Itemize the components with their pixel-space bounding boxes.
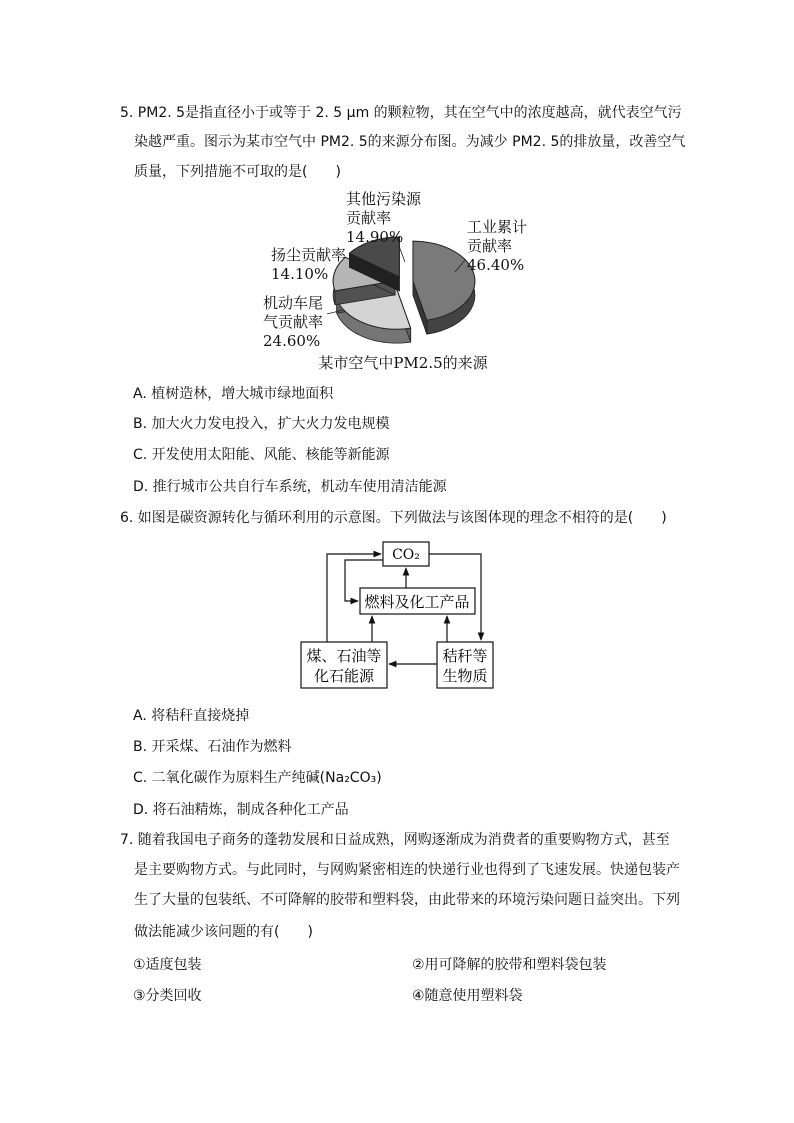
pie-category-label-4: 贡献率	[346, 209, 392, 227]
pie-chart-title: 某市空气中PM2.5的来源	[318, 354, 488, 372]
biomass-label-1: 秸秆等	[442, 647, 488, 665]
q7-item-2: ②用可降解的胶带和塑料袋包装	[412, 957, 607, 973]
q5-stem-line-1: 5. PM2. 5是指直径小于或等于 2. 5 μm 的颗粒物，其在空气中的浓度越高，就代表空气污	[120, 105, 682, 121]
q6-option-d: D. 将石油精炼，制成各种化工产品	[133, 802, 349, 818]
pie-category-label-1: 贡献率	[467, 237, 513, 255]
pie-category-label-2: 机动车尾	[263, 294, 324, 312]
q6-stem: 6. 如图是碳资源转化与循环利用的示意图。下列做法与该图体现的理念不相符的是( )	[120, 510, 667, 526]
co2-label: CO₂	[392, 547, 420, 563]
pm25-pie-chart	[255, 190, 528, 375]
pie-slice-1	[413, 241, 475, 334]
pie-category-label-1: 工业累计	[467, 218, 528, 236]
q5-option-a: A. 植树造林，增大城市绿地面积	[133, 386, 334, 402]
pie-value-label-1: 46.40%	[467, 256, 525, 274]
q7-stem-line-3: 生了大量的包装纸、不可降解的胶带和塑料袋，由此带来的环境污染问题日益突出。下列	[134, 892, 680, 908]
carbon-cycle-diagram	[295, 538, 505, 692]
q7-stem-line-4: 做法能减少该问题的有( )	[134, 924, 313, 940]
pie-leader-line-4	[399, 246, 405, 262]
q5-option-d: D. 推行城市公共自行车系统，机动车使用清洁能源	[133, 479, 447, 495]
q5-option-c: C. 开发使用太阳能、风能、核能等新能源	[133, 447, 390, 463]
q7-stem-line-2: 是主要购物方式。与此同时，与网购紧密相连的快递行业也得到了飞速发展。快递包装产	[134, 862, 680, 878]
pie-value-label-4: 14.90%	[346, 228, 404, 246]
biomass-label-2: 生物质	[442, 667, 488, 685]
q5-option-b: B. 加大火力发电投入，扩大火力发电规模	[133, 416, 390, 432]
pie-category-label-3: 扬尘贡献率	[271, 246, 347, 264]
pie-category-label-4: 其他污染源	[346, 190, 422, 208]
q7-stem-line-1: 7. 随着我国电子商务的蓬勃发展和日益成熟，网购逐渐成为消费者的重要购物方式，甚至	[120, 832, 670, 848]
q7-item-1: ①适度包装	[133, 957, 202, 973]
pie-value-label-3: 14.10%	[271, 265, 329, 283]
fossil-label-2: 化石能源	[313, 667, 375, 685]
q6-option-c: C. 二氧化碳作为原料生产纯碱(Na₂CO₃)	[133, 770, 382, 786]
q6-option-a: A. 将秸秆直接烧掉	[133, 708, 250, 724]
pie-value-label-2: 24.60%	[263, 332, 321, 350]
q7-item-3: ③分类回收	[133, 988, 202, 1004]
q6-option-b: B. 开采煤、石油作为燃料	[133, 739, 292, 755]
q5-stem-line-2: 染越严重。图示为某市空气中 PM2. 5的来源分布图。为减少 PM2. 5的排放量，改善空气	[134, 134, 686, 150]
fossil-label-1: 煤、石油等	[306, 647, 382, 665]
q5-stem-line-3: 质量，下列措施不可取的是( )	[134, 164, 341, 180]
q7-item-4: ④随意使用塑料袋	[412, 988, 523, 1004]
products-label: 燃料及化工产品	[364, 593, 470, 611]
pie-category-label-2: 气贡献率	[263, 313, 324, 331]
